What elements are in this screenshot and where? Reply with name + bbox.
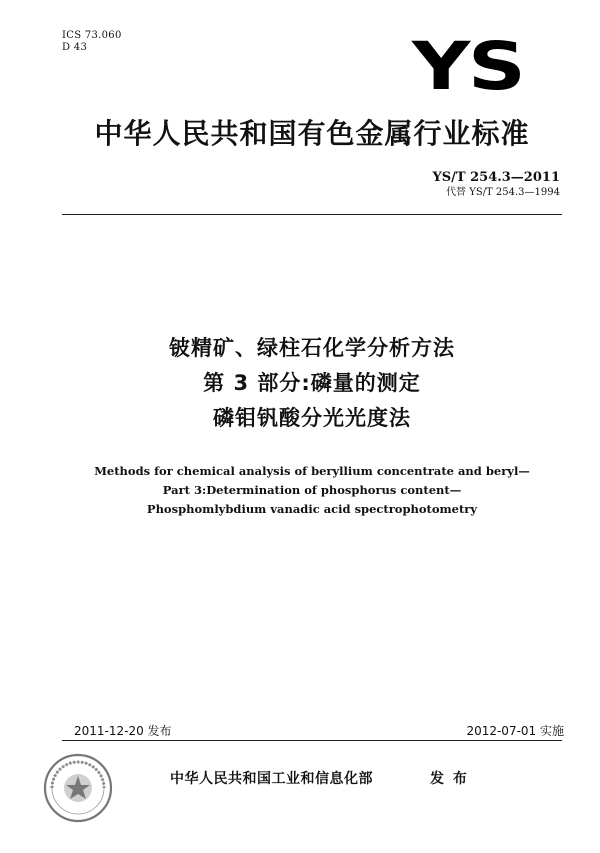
ccs-code: D 43 [62,42,88,53]
replaces-standard: 代替 YS/T 254.3—1994 [446,187,560,198]
issue-date: 2011-12-20 发布 [74,724,172,738]
en-title-line-3: Phosphomlybdium vanadic acid spectrophotometry [146,502,478,516]
cn-title-line-2: 第 3 部分:磷量的测定 [203,371,421,395]
divider-top [62,214,562,215]
classification-codes [62,30,122,54]
issue-label: 发 布 [430,771,469,787]
divider-bottom [62,740,562,741]
en-title-line-2: Part 3:Determination of phosphorus content— [162,483,462,497]
cn-title-line-1: 铍精矿、绿柱石化学分析方法 [169,336,455,360]
seal-stamp-icon [42,752,114,824]
cn-title-line-3: 磷钼钒酸分光光度法 [213,406,411,430]
standard-number: YS/T 254.3—2011 [432,170,560,185]
issuing-authority: 中华人民共和国工业和信息化部 [170,771,373,787]
ys-logo: YS [412,28,524,105]
implementation-date: 2012-07-01 实施 [466,724,564,738]
standard-org-title: 中华人民共和国有色金属行业标准 [94,117,530,150]
ics-code: ICS 73.060 [62,30,122,41]
en-title-line-1: Methods for chemical analysis of beryllium concentrate and beryl— [94,464,530,478]
